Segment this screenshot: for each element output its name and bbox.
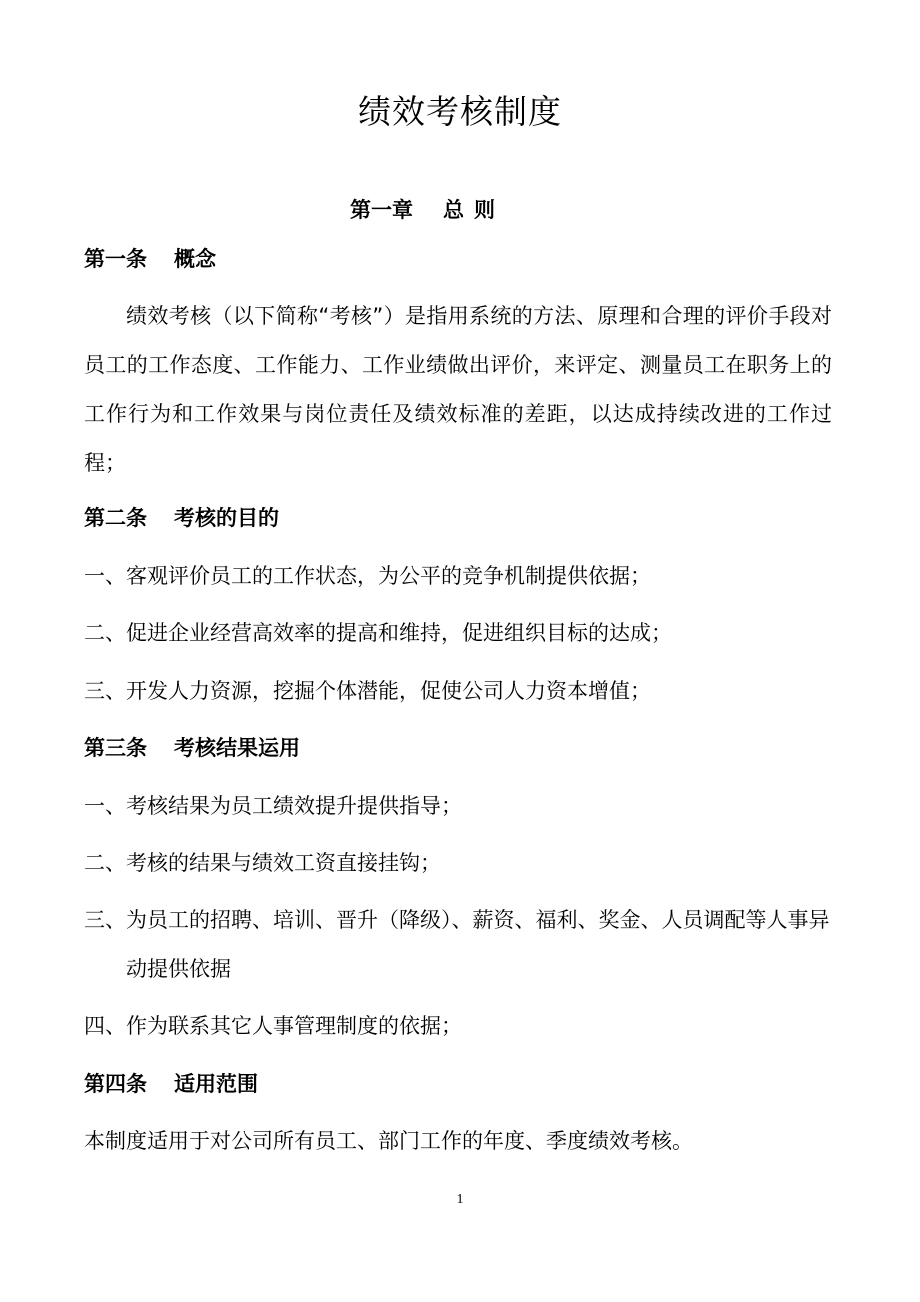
article-heading <box>84 502 279 534</box>
article-number: 第二条 <box>84 506 147 530</box>
page-number: 1 <box>456 1192 464 1207</box>
article-title: 概念 <box>174 247 216 271</box>
list-item: 三、开发人力资源，挖掘个体潜能，促使公司人力资本增值； <box>84 679 651 703</box>
article-title: 考核结果运用 <box>174 736 300 760</box>
article-paragraph: 本制度适用于对公司所有员工、部门工作的年度、季度绩效考核。 <box>84 1129 693 1153</box>
article-heading <box>84 732 300 764</box>
article-number: 第三条 <box>84 736 147 760</box>
article-title: 适用范围 <box>174 1072 258 1096</box>
list-item: 二、促进企业经营高效率的提高和维持，促进组织目标的达成； <box>84 621 672 645</box>
article-number: 第一条 <box>84 247 147 271</box>
chapter-number: 第一章 <box>350 198 413 222</box>
article-number: 第四条 <box>84 1072 147 1096</box>
list-item: 一、客观评价员工的工作状态，为公平的竞争机制提供依据； <box>84 564 651 588</box>
list-item: 四、作为联系其它人事管理制度的依据； <box>84 1014 462 1038</box>
article-title: 考核的目的 <box>174 506 279 530</box>
document-title: 绩效考核制度 <box>358 92 562 131</box>
article-heading <box>84 243 216 275</box>
chapter-name-first: 总 <box>443 198 464 222</box>
list-item: 二、考核的结果与绩效工资直接挂钩； <box>84 851 441 875</box>
list-item: 三、为员工的招聘、培训、晋升（降级）、薪资、福利、奖金、人员调配等人事异动提供依据 <box>84 908 830 981</box>
chapter-name-second: 则 <box>474 198 495 222</box>
article-heading <box>84 1068 258 1100</box>
chapter-heading <box>0 194 845 226</box>
article-paragraph: 绩效考核（以下简称“考核”）是指用系统的方法、原理和合理的评价手段对员工的工作态度、工作能力、工作业绩做出评价，来评定、测量员工在职务上的工作行为和工作效果与岗位责任及绩效标准的差距，以达成持续改进的工作过程； <box>84 304 832 475</box>
list-item: 一、考核结果为员工绩效提升提供指导； <box>84 794 462 818</box>
